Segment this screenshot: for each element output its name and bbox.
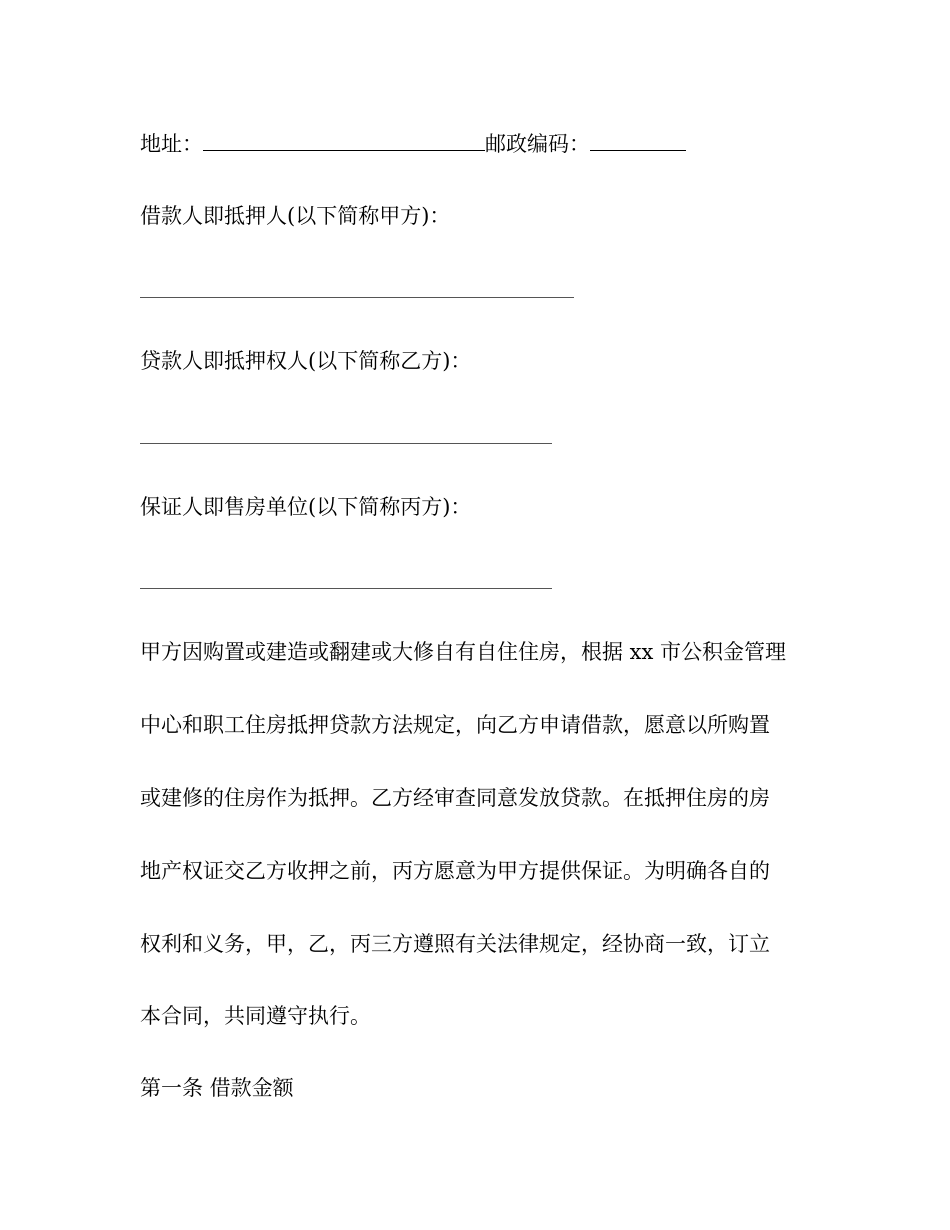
paragraph-line: 本合同，共同遵守执行。: [140, 1004, 371, 1028]
guarantor-label: 保证人即售房单位(以下简称丙方)：: [140, 495, 472, 519]
lender-label: 贷款人即抵押权人(以下简称乙方)：: [140, 349, 472, 373]
paragraph-line: 或建修的住房作为抵押。乙方经审查同意发放贷款。在抵押住房的房: [140, 786, 770, 810]
postcode-blank: [590, 132, 686, 151]
lender-blank-line: [140, 443, 552, 444]
postcode-label: 邮政编码：: [485, 132, 590, 156]
guarantor-blank-line: [140, 588, 552, 589]
borrower-label: 借款人即抵押人(以下简称甲方)：: [140, 204, 451, 228]
address-label: 地址：: [140, 132, 203, 156]
borrower-blank-line: [140, 297, 574, 298]
paragraph-line: 中心和职工住房抵押贷款方法规定，向乙方申请借款，愿意以所购置: [140, 713, 770, 737]
article-heading: 第一条 借款金额: [140, 1076, 294, 1100]
paragraph-line: 甲方因购置或建造或翻建或大修自有自住住房，根据 xx 市公积金管理: [140, 640, 787, 664]
paragraph-line: 地产权证交乙方收押之前，丙方愿意为甲方提供保证。为明确各自的: [140, 859, 770, 883]
address-line: [140, 129, 686, 159]
paragraph-line: 权利和义务，甲，乙，丙三方遵照有关法律规定，经协商一致，订立: [140, 932, 770, 956]
address-blank: [203, 132, 485, 151]
